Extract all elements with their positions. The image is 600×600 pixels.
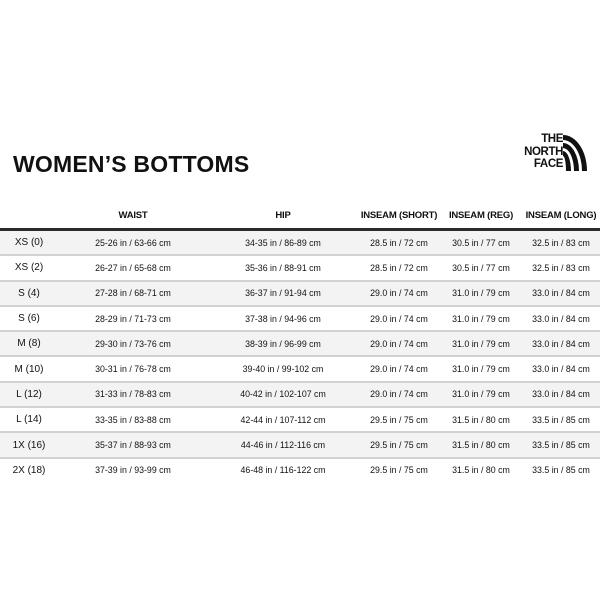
cell-size: XS (2) [14, 262, 44, 274]
size-chart-table [0, 203, 600, 482]
cell-inseam-short: 29.0 in / 74 cm [370, 288, 428, 299]
cell-size: M (8) [17, 338, 41, 350]
cell-waist: 35-37 in / 88-93 cm [95, 440, 171, 451]
cell-hip: 40-42 in / 102-107 cm [240, 389, 326, 400]
cell-inseam-reg: 31.0 in / 79 cm [452, 288, 510, 299]
cell-hip: 34-35 in / 86-89 cm [245, 237, 321, 248]
header-inseam-long: INSEAM (LONG) [525, 210, 597, 221]
cell-inseam-reg: 31.0 in / 79 cm [452, 389, 510, 400]
cell-size: XS (0) [14, 237, 44, 249]
cell-inseam-short: 29.0 in / 74 cm [370, 338, 428, 349]
cell-size: S (6) [18, 313, 40, 325]
cell-size: S (4) [18, 287, 40, 299]
cell-waist: 37-39 in / 93-99 cm [95, 465, 171, 476]
cell-waist: 30-31 in / 76-78 cm [95, 364, 171, 375]
cell-waist: 26-27 in / 65-68 cm [95, 262, 171, 273]
cell-hip: 42-44 in / 107-112 cm [240, 414, 326, 425]
table-row [0, 433, 600, 458]
header-inseam-reg: INSEAM (REG) [448, 210, 514, 221]
table-row [0, 357, 600, 382]
cell-inseam-long: 33.0 in / 84 cm [532, 364, 590, 375]
table-header [0, 203, 600, 231]
table-row [0, 307, 600, 332]
cell-inseam-long: 33.0 in / 84 cm [532, 313, 590, 324]
cell-waist: 28-29 in / 71-73 cm [95, 313, 171, 324]
cell-waist: 25-26 in / 63-66 cm [95, 237, 171, 248]
cell-waist: 29-30 in / 73-76 cm [95, 338, 171, 349]
table-row [0, 459, 600, 482]
table-row [0, 231, 600, 256]
brand-logo [505, 133, 587, 175]
cell-inseam-long: 33.0 in / 84 cm [532, 389, 590, 400]
cell-inseam-reg: 31.5 in / 80 cm [452, 414, 510, 425]
cell-waist: 33-35 in / 83-88 cm [95, 414, 171, 425]
cell-size: 2X (18) [12, 464, 46, 476]
cell-inseam-short: 29.5 in / 75 cm [370, 414, 428, 425]
cell-hip: 44-46 in / 112-116 cm [240, 440, 326, 451]
cell-hip: 46-48 in / 116-122 cm [240, 465, 326, 476]
cell-inseam-short: 29.0 in / 74 cm [370, 364, 428, 375]
cell-inseam-reg: 31.0 in / 79 cm [452, 364, 510, 375]
table-row [0, 383, 600, 408]
cell-size: M (10) [14, 363, 44, 375]
cell-inseam-long: 32.5 in / 83 cm [532, 237, 590, 248]
header-inseam-short: INSEAM (SHORT) [360, 210, 438, 221]
table-row [0, 256, 600, 281]
half-dome-icon [563, 135, 587, 171]
cell-inseam-reg: 31.5 in / 80 cm [452, 465, 510, 476]
cell-waist: 27-28 in / 68-71 cm [95, 288, 171, 299]
cell-inseam-long: 33.5 in / 85 cm [532, 414, 590, 425]
brand-line-3: FACE [533, 158, 563, 170]
cell-hip: 35-36 in / 88-91 cm [245, 262, 321, 273]
cell-hip: 38-39 in / 96-99 cm [245, 338, 321, 349]
cell-inseam-reg: 30.5 in / 77 cm [452, 262, 510, 273]
cell-inseam-short: 29.0 in / 74 cm [370, 313, 428, 324]
cell-hip: 36-37 in / 91-94 cm [245, 288, 321, 299]
header-hip: HIP [275, 210, 291, 221]
brand-line-2: NORTH [524, 145, 563, 158]
cell-inseam-short: 28.5 in / 72 cm [370, 262, 428, 273]
page-title: WOMEN’S BOTTOMS [13, 151, 250, 177]
cell-waist: 31-33 in / 78-83 cm [95, 389, 171, 400]
table-row [0, 332, 600, 357]
cell-inseam-short: 29.5 in / 75 cm [370, 465, 428, 476]
cell-inseam-reg: 31.0 in / 79 cm [452, 313, 510, 324]
cell-hip: 37-38 in / 94-96 cm [245, 313, 321, 324]
cell-inseam-long: 32.5 in / 83 cm [532, 262, 590, 273]
cell-inseam-reg: 31.0 in / 79 cm [452, 338, 510, 349]
brand-line-1: THE [541, 133, 563, 145]
cell-inseam-long: 33.0 in / 84 cm [532, 288, 590, 299]
header-waist: WAIST [118, 210, 148, 221]
brand-wordmark [524, 133, 563, 171]
cell-inseam-short: 29.5 in / 75 cm [370, 440, 428, 451]
cell-inseam-reg: 31.5 in / 80 cm [452, 440, 510, 451]
cell-hip: 39-40 in / 99-102 cm [242, 364, 324, 375]
table-row [0, 408, 600, 433]
cell-inseam-short: 28.5 in / 72 cm [370, 237, 428, 248]
cell-size: L (14) [16, 414, 42, 426]
cell-inseam-long: 33.5 in / 85 cm [532, 440, 590, 451]
cell-inseam-reg: 30.5 in / 77 cm [452, 237, 510, 248]
table-row [0, 282, 600, 307]
cell-inseam-long: 33.5 in / 85 cm [532, 465, 590, 476]
cell-size: L (12) [16, 388, 42, 400]
cell-size: 1X (16) [12, 439, 46, 451]
cell-inseam-long: 33.0 in / 84 cm [532, 338, 590, 349]
cell-inseam-short: 29.0 in / 74 cm [370, 389, 428, 400]
